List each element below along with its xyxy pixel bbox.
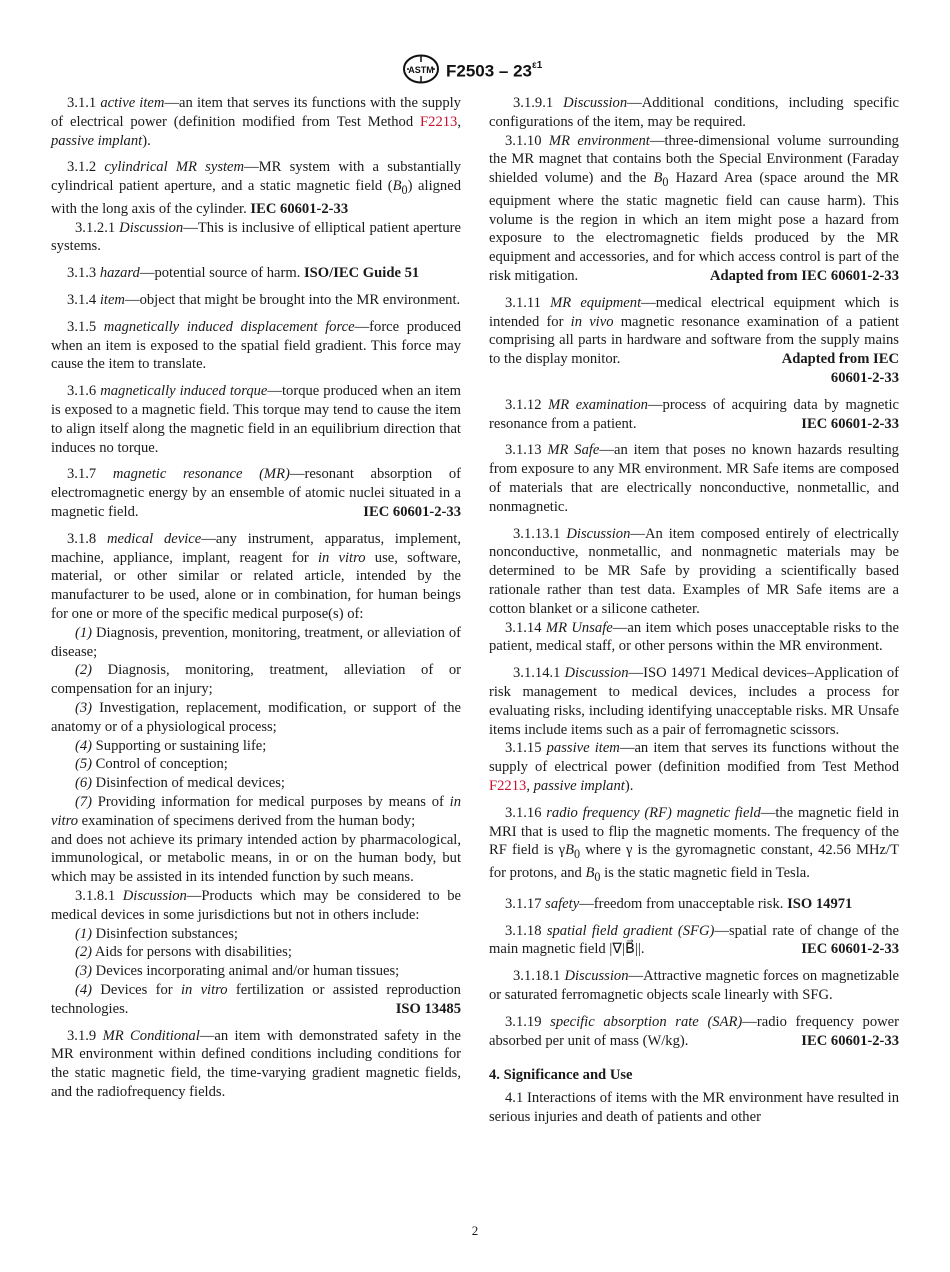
left-column: [51, 94, 461, 1102]
page-header: [0, 54, 950, 84]
definition-3-1-16: 3.1.16 radio frequency (RF) magnetic field—the magnetic field in MRI that is used to flip the magnetic moments. The frequency of the RF field is $\gamma B_0$ where γ is the gyromagnetic constant, 42.56 MHz/T for protons, and $B_0$ is the static magnetic field in Tesla.: [489, 804, 899, 884]
discussion-3-1-18-1: 3.1.18.1 Discussion—Attractive magnetic forces on magnetizable or saturated ferromagnetic objects scale linearly with SFG.: [489, 968, 899, 1003]
right-column: [489, 94, 899, 1127]
reference: IEC 60601-2-33: [801, 1032, 899, 1049]
reference: ISO 13485: [395, 1000, 461, 1017]
definition-3-1-15: 3.1.15 passive item—an item that serves its functions without the supply of electrical power (definition modified from Test Method F2213, passive implant).: [489, 740, 899, 794]
definition-3-1-1: 3.1.1 active item—an item that serves its functions with the supply of electrical power (definition modified from Test Method F2213, passive implant).: [51, 95, 461, 149]
sfg-formula: |∇|B⃗||.: [609, 941, 645, 958]
reference: IEC 60601-2-33: [801, 941, 899, 958]
section-heading: 4. Significance and Use: [489, 1067, 633, 1084]
definition-3-1-13: 3.1.13 MR Safe—an item that poses no known hazards resulting from exposure to any MR environment. MR Safe items are composed of materials that are electrically nonconductive, nonmetallic, and nonmagnetic.: [489, 442, 899, 515]
f2213-link[interactable]: F2213: [420, 113, 458, 130]
reference: IEC 60601-2-33: [801, 415, 899, 432]
paragraph-4-1: 4.1 Interactions of items with the MR environment have resulted in serious injuries and death of patients and other: [489, 1090, 899, 1125]
include-item: (2) Aids for persons with disabilities;: [75, 944, 292, 961]
f2213-link[interactable]: F2213: [489, 778, 527, 794]
discussion-3-1-8-1: 3.1.8.1 Discussion—Products which may be considered to be medical devices in some jurisdictions but not in others include:: [51, 887, 461, 923]
include-item: (1) Disinfection substances;: [75, 925, 238, 942]
definition-3-1-8: 3.1.8 medical device—any instrument, apparatus, implement, machine, appliance, implant, reagent for in vitro use, software, material, or other similar or related article, intended by the manufacturer to be used, alone or in combination, for human beings for one or more of the specific medical purpose(s) of:: [51, 530, 462, 623]
definition-3-1-11: 3.1.11 MR equipment—medical electrical equipment which is intended for in vivo magnetic resonance examination of a patient comprising all parts in hardware and software from the supply mains to the display monitor. Adapted from IEC 60601-2-33: [489, 294, 899, 387]
include-item: (3) Devices incorporating animal and/or human tissues;: [75, 963, 400, 980]
include-item: (4) Devices for in vitro fertilization or assisted reproduction technologies. ISO 13485: [51, 981, 461, 1017]
definition-3-1-17: 3.1.17 safety—freedom from unacceptable risk. ISO 14971: [505, 895, 853, 912]
purpose-item: (3) Investigation, replacement, modification, or support of the anatomy or of a physiological process;: [51, 700, 461, 735]
reference: ISO/IEC Guide 51: [304, 265, 420, 282]
purpose-item: (4) Supporting or sustaining life;: [75, 737, 267, 754]
reference-continued: 60601-2-33: [830, 370, 899, 387]
definition-3-1-14: 3.1.14 MR Unsafe—an item which poses unacceptable risks to the patient, medical staff, or other persons within the MR environment.: [489, 619, 899, 655]
reference: Adapted from IEC 60601-2-33: [709, 268, 899, 285]
purpose-item: (2) Diagnosis, monitoring, treatment, alleviation of or compensation for an injury;: [51, 662, 461, 698]
reference: IEC 60601-2-33: [250, 200, 349, 217]
definition-3-1-10: 3.1.10 MR environment—three-dimensional volume surrounding the MR magnet that contains both the Special Environment (Faraday shielded volume) and the $B_0$ Hazard Area (space around the MR equipment where the static magnetic field can cause harm). This volume is the region in which an item might pose a hazard from exposure to the electromagnetic fields produced by the MR equipment and accessories, and for which access control is part of the risk mitigation. Adapted from IEC 60601-2-33: [489, 132, 899, 285]
purpose-item: (1) Diagnosis, prevention, monitoring, treatment, or alleviation of disease;: [51, 624, 461, 660]
astm-logo-text: ASTM: [408, 65, 434, 75]
purpose-item: (6) Disinfection of medical devices;: [75, 775, 285, 792]
page-number: 2: [471, 1223, 479, 1238]
definition-3-1-7: 3.1.7 magnetic resonance (MR)—resonant absorption of electromagnetic energy by an ensemble of atomic nuclei situated in a magnetic field. IEC 60601-2-33: [51, 466, 461, 521]
discussion-3-1-2-1: 3.1.2.1 Discussion—This is inclusive of elliptical patient aperture systems.: [51, 219, 461, 255]
purpose-item: (7) Providing information for medical purposes by means of in vitro examination of specimens derived from the human body;: [51, 794, 461, 829]
document-designation: $F2503 - 23^{\varepsilon 1}$: [446, 60, 543, 81]
astm-logo-icon: [401, 54, 441, 84]
purpose-item: (5) Control of conception;: [75, 756, 228, 773]
reference: IEC 60601-2-33: [363, 504, 461, 521]
reference: Adapted from IEC: [781, 351, 899, 368]
definition-3-1-3: 3.1.3 hazard—potential source of harm. ISO/IEC Guide 51: [67, 265, 420, 282]
definition-3-1-12: 3.1.12 MR examination—process of acquiring data by magnetic resonance from a patient. IEC 60601-2-33: [489, 396, 899, 432]
definition-3-1-2: 3.1.2 cylindrical MR system—MR system with a substantially cylindrical patient aperture, and a static magnetic field $(B_0)$ aligned with the long axis of the cylinder. IEC 60601-2-33: [51, 159, 462, 217]
definition-3-1-9: 3.1.9 MR Conditional—an item with demonstrated safety in the MR environment within defined conditions including conditions for the static magnetic field, the time-varying gradient magnetic fields, and the radiofrequency fields.: [51, 1027, 461, 1100]
definition-3-1-8-tail: and does not achieve its primary intended action by pharmacological, immunological, or metabolic means, in or on the human body, but which may be assisted in its intended function by such means.: [51, 831, 461, 886]
definition-3-1-18: 3.1.18 spatial field gradient (SFG)—spatial rate of change of the main magnetic field |∇|B⃗||. IEC 60601-2-33: [489, 922, 899, 958]
discussion-3-1-9-1: 3.1.9.1 Discussion—Additional conditions, including specific configurations of the item, may be required.: [489, 95, 899, 130]
reference: ISO 14971: [787, 895, 853, 912]
definition-3-1-6: 3.1.6 magnetically induced torque—torque produced when an item is exposed to a magnetic field. This torque may tend to cause the item to align itself along the magnetic field in an equilibrium direction that induces no torque.: [51, 383, 461, 456]
discussion-3-1-14-1: 3.1.14.1 Discussion—ISO 14971 Medical devices–Application of risk management to medical devices, includes a process for evaluating risks, including identifying unacceptable risks. MR Unsafe items include items such as a pair of ferromagnetic scissors.: [489, 665, 899, 738]
definition-3-1-4: 3.1.4 item—object that might be brought into the MR environment.: [67, 292, 461, 309]
definition-3-1-5: 3.1.5 magnetically induced displacement force—force produced when an item is exposed to the spatial field gradient. This force may cause the item to translate.: [51, 318, 462, 373]
definition-3-1-19: 3.1.19 specific absorption rate (SAR)—radio frequency power absorbed per unit of mass (W/kg). IEC 60601-2-33: [489, 1013, 899, 1049]
discussion-3-1-13-1: 3.1.13.1 Discussion—An item composed entirely of electrically nonconductive, nonmetallic, and nonmagnetic materials may be determined to be MR Safe by providing a scientifically based rationale rather than test data. Examples of MR Safe items are a cotton blanket or a silicone catheter.: [489, 525, 899, 617]
edition-superscript: ε1: [532, 60, 543, 71]
